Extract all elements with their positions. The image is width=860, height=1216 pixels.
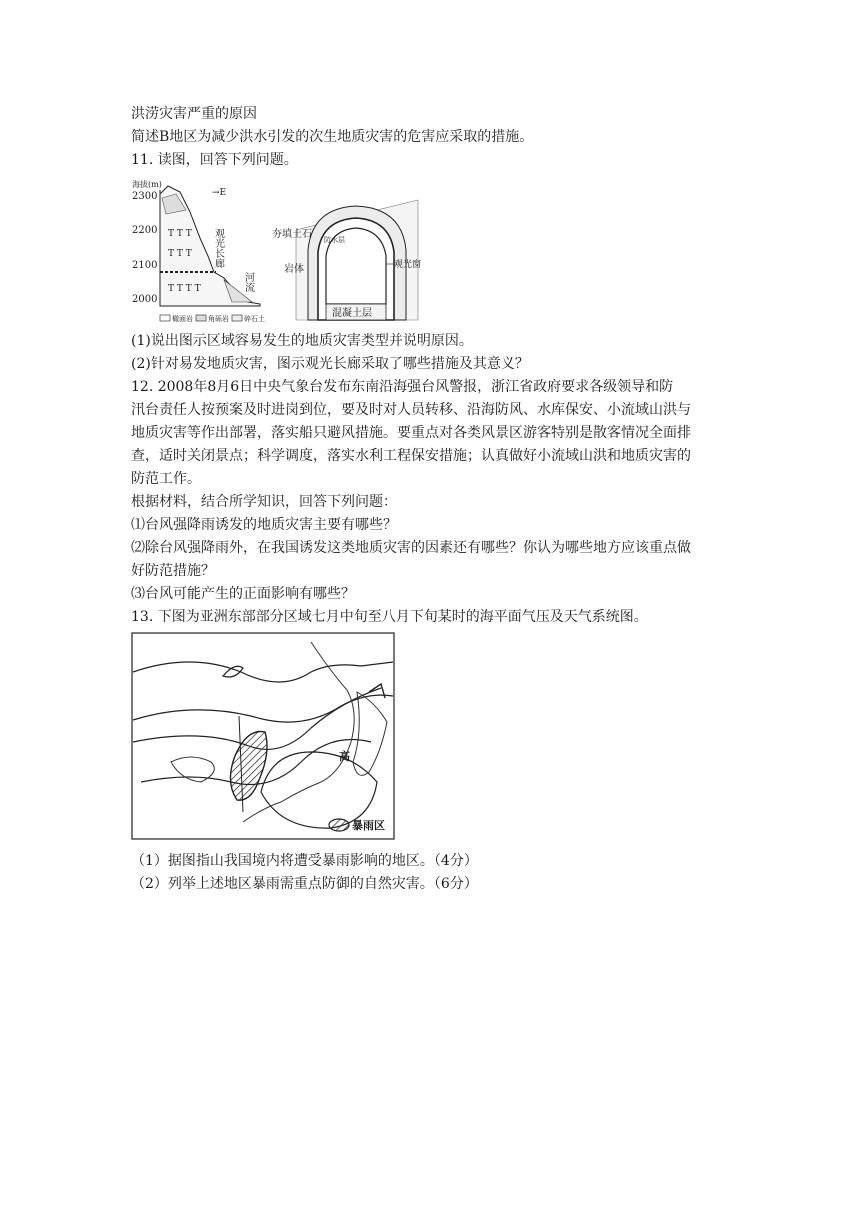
gallery-cross-section-figure (272, 200, 428, 320)
tick-label: 2000 (132, 294, 158, 305)
legend-rainstorm-swatch (329, 819, 349, 831)
text-line: 好防范措施？ (131, 563, 215, 579)
tick-label: 2100 (132, 260, 158, 271)
gallery-label-text: 观光长廊 (212, 228, 224, 268)
text-line: (2)针对易发地质灾害，图示观光长廊采取了哪些措施及其意义？ (131, 356, 529, 372)
text-line: （1）据图指山我国境内将遭受暴雨影响的地区。（4分） (131, 853, 478, 869)
waterproof-label: 防水层 (324, 236, 345, 244)
legend-swatch (232, 315, 242, 321)
floor-label: 混凝土层 (332, 308, 372, 319)
text-line: 简述B地区为减少洪水引发的次生地质灾害的危害应采取的措施。 (131, 129, 534, 145)
svg-text:T T T T: T T T T (168, 284, 201, 294)
direction-east-label: →E (212, 188, 227, 198)
legend-swatch (196, 315, 206, 321)
text-line: 防范工作。 (131, 471, 201, 487)
text-line: 汛台责任人按预案及时进岗到位，要及时对人员转移、沿海防风、水库保安、小流域山洪与 (131, 402, 691, 418)
text-line: ⑴台风强降雨诱发的地质灾害主要有哪些？ (131, 517, 397, 533)
legend-label: 角砾岩 (208, 315, 229, 323)
pressure-map-figure (131, 632, 395, 840)
text-line: ⑵除台风强降雨外，在我国诱发这类地质灾害的因素还有哪些？你认为哪些地方应该重点做 (131, 540, 691, 556)
legend-rainstorm-label: 暴雨区 (352, 819, 385, 832)
river-label: 河流 (242, 272, 254, 292)
legend-label: 橄面岩 (172, 315, 193, 323)
svg-text:T T T: T T T (168, 229, 192, 239)
profile-axis-title: 海拔(m) (132, 180, 162, 189)
gallery-label (213, 228, 225, 269)
text-line: (1)说出图示区域容易发生的地质灾害类型并说明原因。 (131, 333, 473, 349)
text-line: 地质灾害等作出部署，落实船只避风措施。要重点对各类风景区游客特别是散客情况全面排 (131, 425, 691, 441)
rock-label: 岩体 (284, 264, 304, 275)
tick-label: 2300 (132, 191, 158, 202)
question-13-heading: 13. 下图为亚洲东部部分区域七月中旬至八月下旬某时的海平面气压及天气系统图。 (131, 609, 648, 625)
tick-label: 2200 (132, 225, 158, 236)
svg-text:T T T: T T T (168, 249, 192, 259)
legend-swatch (160, 315, 170, 321)
text-line: ⑶台风可能产生的正面影响有哪些？ (131, 586, 355, 602)
text-line: 查，适时关闭景点；科学调度，落实水利工程保安措施；认真做好小流域山洪和地质灾害的 (131, 448, 691, 464)
elevation-profile-figure (128, 176, 268, 326)
question-11-heading: 11. 读图，回答下列问题。 (131, 152, 298, 168)
text-line: 洪涝灾害严重的原因 (131, 106, 257, 122)
fill-label: 夯填土石 (272, 229, 312, 240)
high-pressure-label: 高 (339, 750, 350, 763)
legend-label: 碎石土 (244, 315, 265, 323)
text-line: （2）列举上述地区暴雨需重点防御的自然灾害。（6分） (131, 876, 478, 892)
window-label: 观光窗 (394, 260, 422, 270)
text-line: 根据材料，结合所学知识，回答下列问题： (131, 494, 397, 510)
question-12-heading: 12. 2008年8月6日中央气象台发布东南沿海强台风警报，浙江省政府要求各级领导和防 (131, 379, 674, 395)
